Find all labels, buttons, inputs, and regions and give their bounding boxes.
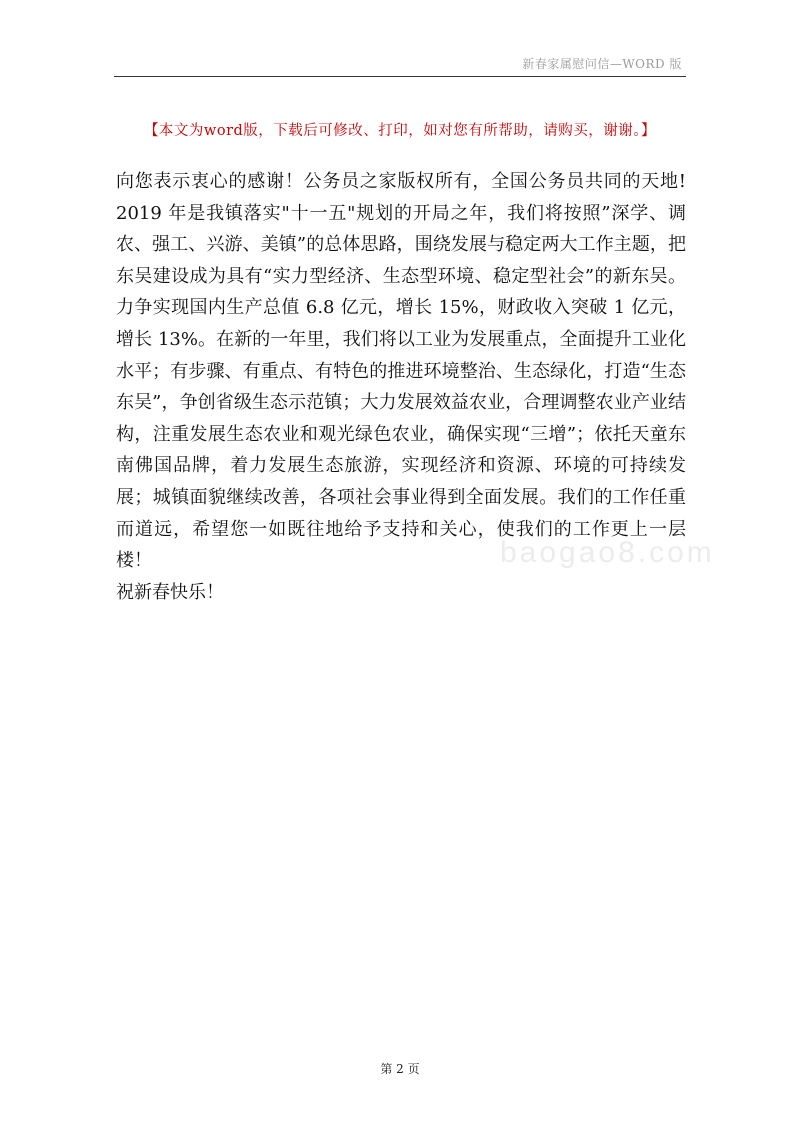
page-number: 第 2 页 bbox=[380, 1062, 420, 1076]
header-divider bbox=[114, 76, 686, 77]
closing-line: 祝新春快乐！ bbox=[116, 581, 224, 603]
download-notice: 【本文为word版，下载后可修改、打印，如对您有所帮助，请购买，谢谢。】 bbox=[143, 123, 657, 139]
watermark: baogao8.com bbox=[500, 536, 715, 569]
body-paragraph: 向您表示衷心的感谢！公务员之家版权所有，全国公务员共同的天地! 2019 年是我镇落实"十一五"规划的开局之年，我们将按照”深学、调农、强工、兴游、美镇”的总体思路，围绕发展与稳定两大工作主题，把东吴建设成为具有“实力型经济、生态型环境、稳定型社会”的新东吴。力争实现国内生产总值 6.8 亿元，增长 15%，财政收入突破 1 亿元，增长 13%。在新的一年里，我们将以工业为发展重点，全面提升工业化水平；有步骤、有重点、有特色的推进环境整治、生态绿化，打造“生态东吴”，争创省级生态示范镇；大力发展效益农业，合理调整农业产业结构，注重发展生态农业和观光绿色农业，确保实现“三增”；依托天童东南佛国品牌，着力发展生态旅游，实现经济和资源、环境的可持续发展；城镇面貌继续改善，各项社会事业得到全面发展。我们的工作任重而道远，希望您一如既往地给予支持和关心，使我们的工作更上一层楼！ bbox=[116, 171, 686, 572]
header-title: 新春家属慰问信—WORD 版 bbox=[522, 57, 682, 71]
